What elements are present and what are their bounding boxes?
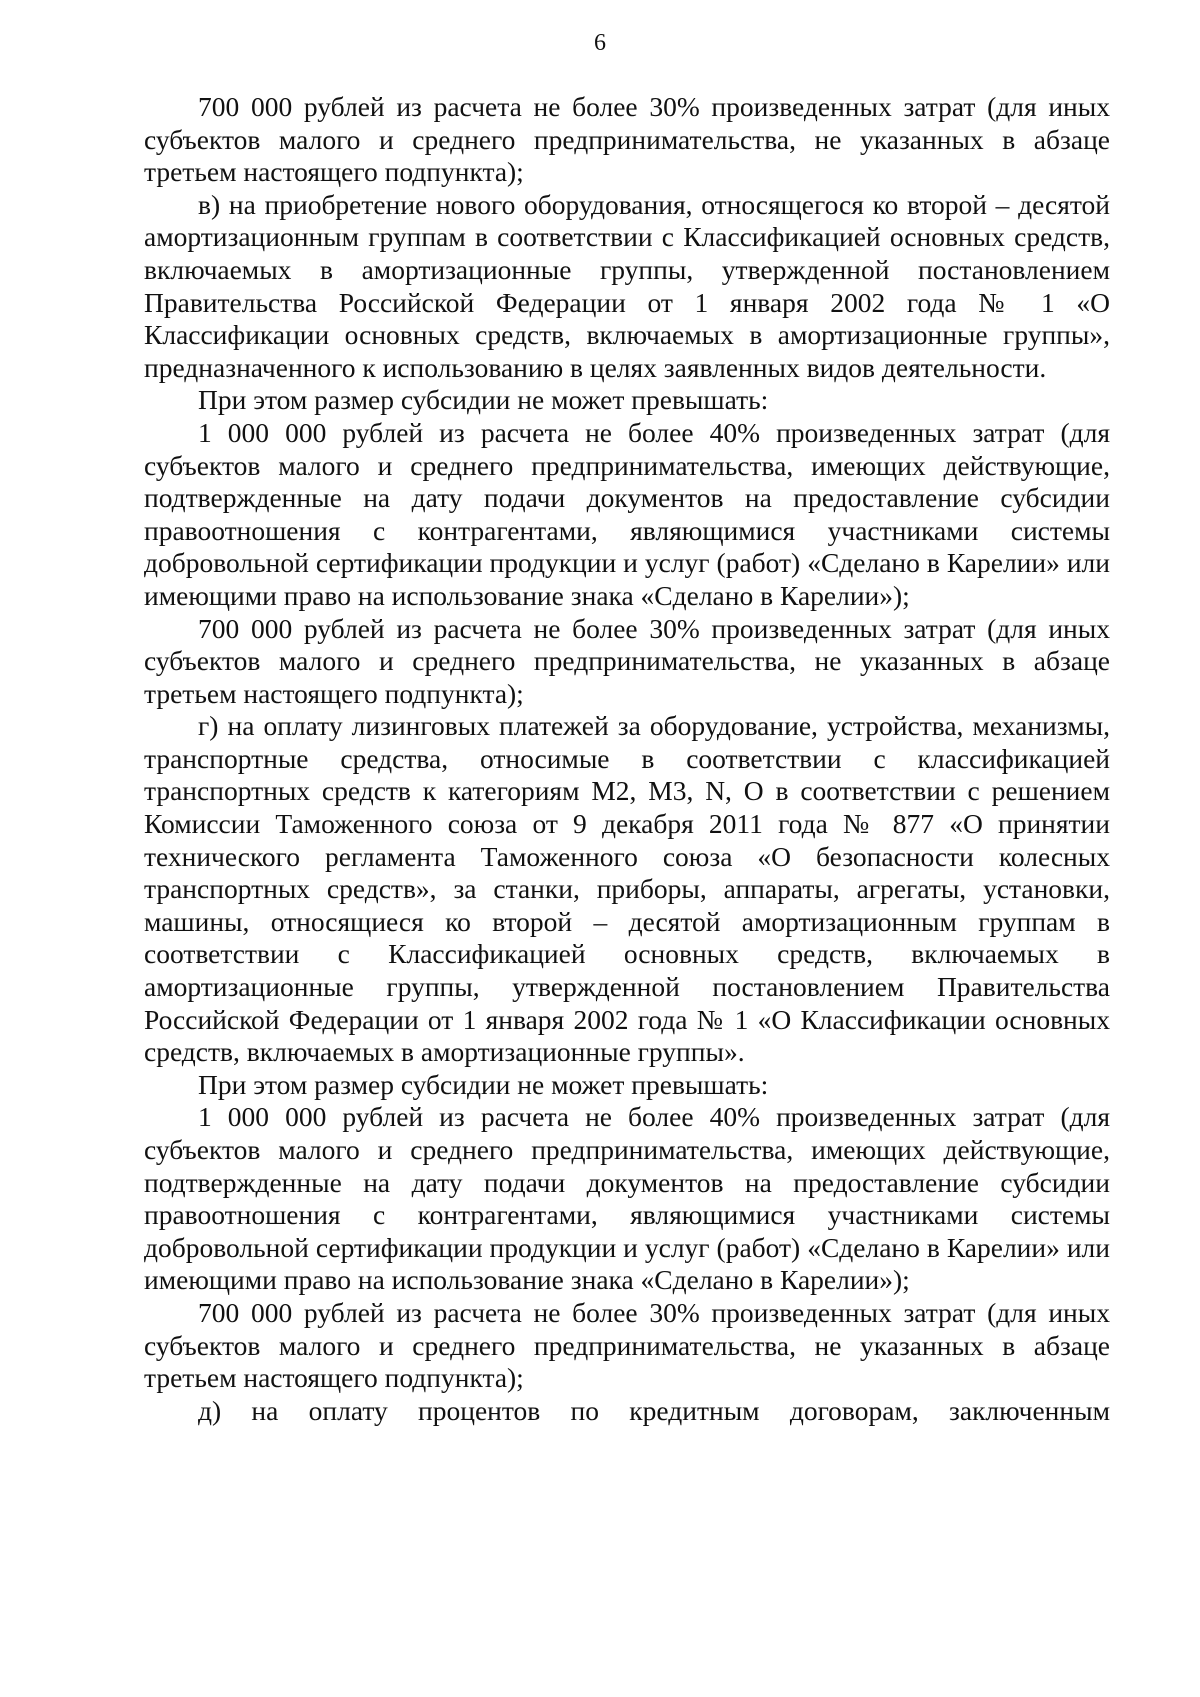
paragraph-limit-700k: 700 000 рублей из расчета не более 30% произведенных затрат (для иных субъектов малого и среднего предпринимательства, не указанных в абзаце третьем настоящего подпункта);: [144, 612, 1110, 709]
paragraph-item-d-interest: д) на оплату процентов по кредитным договорам, заключенным: [198, 1394, 1110, 1426]
document-body: [144, 91, 1110, 1427]
paragraph-limit-1m: 1 000 000 рублей из расчета не более 40% произведенных затрат (для субъектов малого и среднего предпринимательства, имеющих действующие, подтвержденные на дату подачи документов на предоставление субсидии правоотношения с контрагентами, являющимися участниками системы добровольной сертификации продукции и услуг (работ) «Сделано в Карелии» или имеющими право на использование знака «Сделано в Карелии»);: [144, 416, 1110, 611]
page-number: 6: [594, 30, 606, 56]
paragraph-limit-700k: 700 000 рублей из расчета не более 30% произведенных затрат (для иных субъектов малого и среднего предпринимательства, не указанных в абзаце третьем настоящего подпункта);: [144, 1296, 1110, 1394]
paragraph-continuation-700k: 700 000 рублей из расчета не более 30% произведенных затрат (для иных субъектов малого и среднего предпринимательства, не указанных в абзаце третьем настоящего подпункта);: [144, 91, 1110, 188]
paragraph-limit-1m: 1 000 000 рублей из расчета не более 40% произведенных затрат (для субъектов малого и среднего предпринимательства, имеющих действующие, подтвержденные на дату подачи документов на предоставление субсидии правоотношения с контрагентами, являющимися участниками системы добровольной сертификации продукции и услуг (работ) «Сделано в Карелии» или имеющими право на использование знака «Сделано в Карелии»);: [144, 1101, 1110, 1296]
paragraph-subsidy-limit-intro: При этом размер субсидии не может превышать:: [198, 384, 769, 416]
paragraph-item-g-leasing: г) на оплату лизинговых платежей за оборудование, устройства, механизмы, транспортные средства, относимые в соответствии с классификацией транспортных средств к категориям М2, М3, N, О в соответствии с решением Комиссии Таможенного союза от 9 декабря 2011 года № 877 «О принятии технического регламента Таможенного союза «О безопасности колесных транспортных средств», за станки, приборы, аппараты, агрегаты, установки, машины, относящиеся ко второй – десятой амортизационным группам в соответствии с Классификацией основных средств, включаемых в амортизационные группы, утвержденной постановлением Правительства Российской Федерации от 1 января 2002 года № 1 «О Классификации основных средств, включаемых в амортизационные группы».: [144, 710, 1110, 1068]
paragraph-item-v-equipment: в) на приобретение нового оборудования, относящегося ко второй – десятой амортизационным группам в соответствии с Классификацией основных средств, включаемых в амортизационные группы, утвержденной постановлением Правительства Российской Федерации от 1 января 2002 года № 1 «О Классификации основных средств, включаемых в амортизационные группы», предназначенного к использованию в целях заявленных видов деятельности.: [144, 188, 1110, 383]
paragraph-subsidy-limit-intro: При этом размер субсидии не может превышать:: [198, 1068, 769, 1100]
